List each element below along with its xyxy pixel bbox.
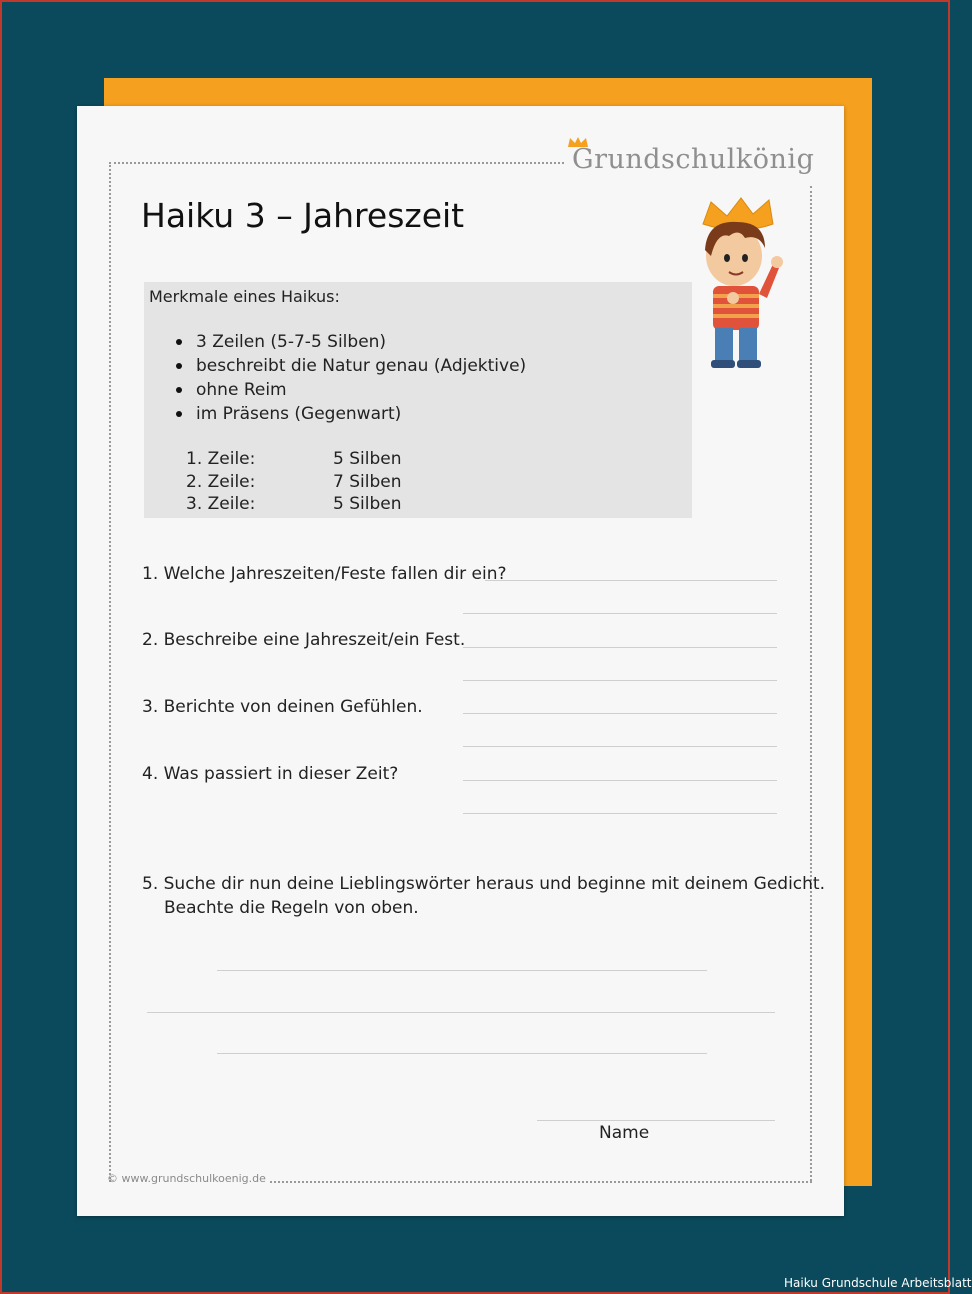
feature-item: ohne Reim <box>174 378 526 402</box>
dotted-border-right <box>810 186 812 1181</box>
answer-line[interactable] <box>463 813 777 814</box>
question-3: 3. Berichte von deinen Gefühlen. <box>142 697 423 717</box>
page-title: Haiku 3 – Jahreszeit <box>141 196 465 235</box>
dotted-border-left <box>109 162 111 1182</box>
feature-item: beschreibt die Natur genau (Adjektive) <box>174 354 526 378</box>
task-5 <box>142 872 825 920</box>
name-label: Name <box>599 1123 650 1143</box>
name-line[interactable] <box>537 1120 775 1121</box>
syllable-row-label: 3. Zeile: <box>186 494 256 514</box>
answer-line[interactable] <box>463 780 777 781</box>
features-heading: Merkmale eines Haikus: <box>149 287 340 306</box>
question-4: 4. Was passiert in dieser Zeit? <box>142 764 399 784</box>
feature-item: 3 Zeilen (5-7-5 Silben) <box>174 330 526 354</box>
answer-line[interactable] <box>463 746 777 747</box>
poem-line[interactable] <box>147 1012 775 1013</box>
image-caption: Haiku Grundschule Arbeitsblatt <box>784 1276 972 1290</box>
brand-logo: Grundschulkönig <box>572 144 815 175</box>
task-5-line: Beachte die Regeln von oben. <box>164 898 419 918</box>
feature-item: im Präsens (Gegenwart) <box>174 402 526 426</box>
dotted-border-bottom <box>270 1181 812 1183</box>
answer-line[interactable] <box>463 647 777 648</box>
answer-line[interactable] <box>463 680 777 681</box>
answer-line[interactable] <box>485 580 777 581</box>
syllable-row-label: 1. Zeile: <box>186 449 256 469</box>
poem-line[interactable] <box>217 1053 707 1054</box>
boy-with-crown-illustration <box>689 198 789 370</box>
copyright-notice: © www.grundschulkoenig.de <box>107 1172 266 1185</box>
syllable-row-value: 5 Silben <box>333 449 402 469</box>
question-2: 2. Beschreibe eine Jahreszeit/ein Fest. <box>142 630 466 650</box>
dotted-border-top <box>109 162 564 164</box>
syllable-row-value: 5 Silben <box>333 494 402 514</box>
answer-line[interactable] <box>463 713 777 714</box>
haiku-features-box <box>144 282 692 518</box>
features-list <box>174 330 526 426</box>
poem-line[interactable] <box>217 970 707 971</box>
question-1: 1. Welche Jahreszeiten/Feste fallen dir ein? <box>142 564 507 584</box>
syllable-row-label: 2. Zeile: <box>186 471 256 492</box>
worksheet-page <box>77 106 844 1216</box>
answer-line[interactable] <box>463 613 777 614</box>
syllable-row-value: 7 Silben <box>333 471 402 492</box>
task-5-line: 5. Suche dir nun deine Lieblingswörter heraus und beginne mit deinem Gedicht. <box>142 874 825 894</box>
